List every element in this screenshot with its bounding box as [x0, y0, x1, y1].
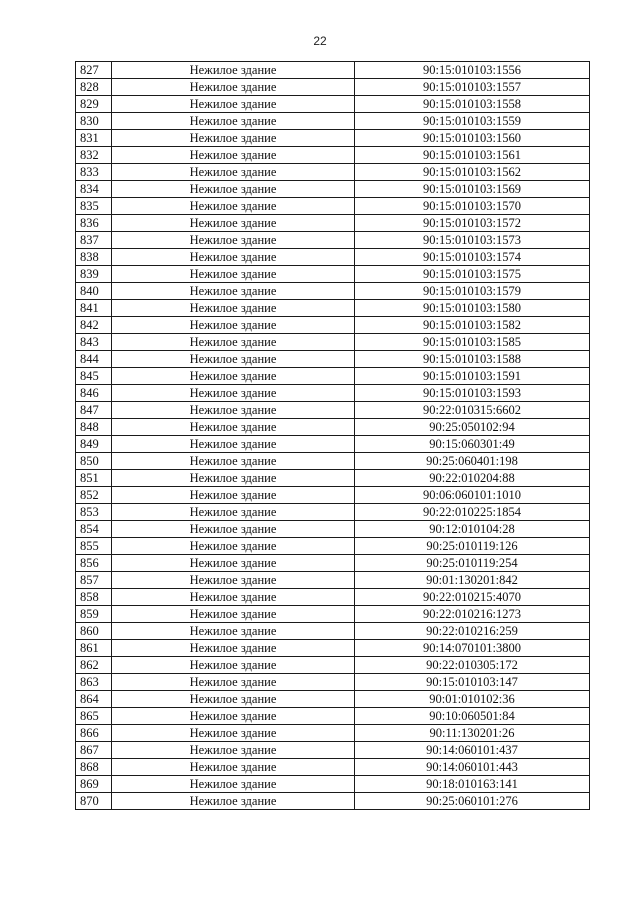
- table-row: [76, 351, 590, 368]
- row-number-cell: 869: [76, 776, 112, 793]
- cadastral-number-cell: 90:11:130201:26: [355, 725, 590, 742]
- object-type-cell: Нежилое здание: [112, 300, 355, 317]
- cadastral-number-cell: 90:14:060101:443: [355, 759, 590, 776]
- object-type-cell: Нежилое здание: [112, 368, 355, 385]
- table-row: [76, 402, 590, 419]
- table-row: [76, 232, 590, 249]
- object-type-cell: Нежилое здание: [112, 708, 355, 725]
- cadastral-number-cell: 90:25:060401:198: [355, 453, 590, 470]
- cadastral-number-cell: 90:22:010216:1273: [355, 606, 590, 623]
- object-type-cell: Нежилое здание: [112, 164, 355, 181]
- cadastral-number-cell: 90:15:010103:1562: [355, 164, 590, 181]
- object-type-cell: Нежилое здание: [112, 521, 355, 538]
- object-type-cell: Нежилое здание: [112, 181, 355, 198]
- table-row: [76, 300, 590, 317]
- row-number-cell: 861: [76, 640, 112, 657]
- row-number-cell: 847: [76, 402, 112, 419]
- object-type-cell: Нежилое здание: [112, 419, 355, 436]
- row-number-cell: 830: [76, 113, 112, 130]
- row-number-cell: 855: [76, 538, 112, 555]
- row-number-cell: 853: [76, 504, 112, 521]
- cadastral-number-cell: 90:15:010103:147: [355, 674, 590, 691]
- object-type-cell: Нежилое здание: [112, 266, 355, 283]
- table-row: [76, 640, 590, 657]
- table-row: [76, 487, 590, 504]
- page-number: 22: [313, 34, 327, 48]
- table-row: [76, 62, 590, 79]
- row-number-cell: 870: [76, 793, 112, 810]
- table-row: [76, 572, 590, 589]
- row-number-cell: 857: [76, 572, 112, 589]
- cadastral-number-cell: 90:15:010103:1569: [355, 181, 590, 198]
- table-row: [76, 606, 590, 623]
- cadastral-number-cell: 90:15:010103:1570: [355, 198, 590, 215]
- object-type-cell: Нежилое здание: [112, 402, 355, 419]
- row-number-cell: 842: [76, 317, 112, 334]
- cadastral-number-cell: 90:14:070101:3800: [355, 640, 590, 657]
- cadastral-number-cell: 90:15:010103:1572: [355, 215, 590, 232]
- row-number-cell: 840: [76, 283, 112, 300]
- row-number-cell: 827: [76, 62, 112, 79]
- table-row: [76, 436, 590, 453]
- object-type-cell: Нежилое здание: [112, 572, 355, 589]
- table-row: [76, 504, 590, 521]
- cadastral-number-cell: 90:15:010103:1580: [355, 300, 590, 317]
- cadastral-number-cell: 90:15:010103:1582: [355, 317, 590, 334]
- row-number-cell: 831: [76, 130, 112, 147]
- table-row: [76, 113, 590, 130]
- row-number-cell: 864: [76, 691, 112, 708]
- object-type-cell: Нежилое здание: [112, 725, 355, 742]
- table-row: [76, 674, 590, 691]
- object-type-cell: Нежилое здание: [112, 657, 355, 674]
- row-number-cell: 846: [76, 385, 112, 402]
- cadastral-number-cell: 90:15:010103:1574: [355, 249, 590, 266]
- table-row: [76, 317, 590, 334]
- object-type-cell: Нежилое здание: [112, 793, 355, 810]
- cadastral-number-cell: 90:01:130201:842: [355, 572, 590, 589]
- cadastral-number-cell: 90:10:060501:84: [355, 708, 590, 725]
- cadastral-number-cell: 90:25:050102:94: [355, 419, 590, 436]
- row-number-cell: 863: [76, 674, 112, 691]
- row-number-cell: 844: [76, 351, 112, 368]
- row-number-cell: 841: [76, 300, 112, 317]
- object-type-cell: Нежилое здание: [112, 776, 355, 793]
- object-type-cell: Нежилое здание: [112, 385, 355, 402]
- cadastral-number-cell: 90:15:010103:1560: [355, 130, 590, 147]
- table-row: [76, 79, 590, 96]
- object-type-cell: Нежилое здание: [112, 470, 355, 487]
- table-row: [76, 147, 590, 164]
- cadastral-number-cell: 90:22:010204:88: [355, 470, 590, 487]
- row-number-cell: 834: [76, 181, 112, 198]
- cadastral-number-cell: 90:15:010103:1556: [355, 62, 590, 79]
- cadastral-number-cell: 90:15:010103:1579: [355, 283, 590, 300]
- object-type-cell: Нежилое здание: [112, 436, 355, 453]
- object-type-cell: Нежилое здание: [112, 283, 355, 300]
- table-row: [76, 385, 590, 402]
- row-number-cell: 837: [76, 232, 112, 249]
- table-row: [76, 368, 590, 385]
- object-type-cell: Нежилое здание: [112, 640, 355, 657]
- cadastral-number-cell: 90:15:010103:1557: [355, 79, 590, 96]
- object-type-cell: Нежилое здание: [112, 589, 355, 606]
- table-row: [76, 776, 590, 793]
- table-row: [76, 521, 590, 538]
- table-row: [76, 453, 590, 470]
- row-number-cell: 828: [76, 79, 112, 96]
- object-type-cell: Нежилое здание: [112, 606, 355, 623]
- table-row: [76, 759, 590, 776]
- cadastral-number-cell: 90:15:060301:49: [355, 436, 590, 453]
- table-row: [76, 742, 590, 759]
- object-type-cell: Нежилое здание: [112, 334, 355, 351]
- cadastral-number-cell: 90:22:010216:259: [355, 623, 590, 640]
- object-type-cell: Нежилое здание: [112, 96, 355, 113]
- cadastral-number-cell: 90:15:010103:1573: [355, 232, 590, 249]
- table-row: [76, 181, 590, 198]
- cadastral-number-cell: 90:22:010225:1854: [355, 504, 590, 521]
- cadastral-number-cell: 90:25:010119:254: [355, 555, 590, 572]
- row-number-cell: 843: [76, 334, 112, 351]
- cadastral-number-cell: 90:15:010103:1575: [355, 266, 590, 283]
- table-row: [76, 538, 590, 555]
- table-row: [76, 283, 590, 300]
- row-number-cell: 851: [76, 470, 112, 487]
- row-number-cell: 858: [76, 589, 112, 606]
- row-number-cell: 835: [76, 198, 112, 215]
- row-number-cell: 839: [76, 266, 112, 283]
- row-number-cell: 867: [76, 742, 112, 759]
- object-type-cell: Нежилое здание: [112, 351, 355, 368]
- table-row: [76, 198, 590, 215]
- row-number-cell: 856: [76, 555, 112, 572]
- cadastral-number-cell: 90:25:010119:126: [355, 538, 590, 555]
- object-type-cell: Нежилое здание: [112, 674, 355, 691]
- object-type-cell: Нежилое здание: [112, 62, 355, 79]
- row-number-cell: 854: [76, 521, 112, 538]
- cadastral-number-cell: 90:25:060101:276: [355, 793, 590, 810]
- row-number-cell: 849: [76, 436, 112, 453]
- cadastral-number-cell: 90:22:010215:4070: [355, 589, 590, 606]
- object-type-cell: Нежилое здание: [112, 249, 355, 266]
- table-row: [76, 793, 590, 810]
- cadastral-number-cell: 90:22:010305:172: [355, 657, 590, 674]
- object-type-cell: Нежилое здание: [112, 215, 355, 232]
- table-row: [76, 215, 590, 232]
- cadastral-number-cell: 90:22:010315:6602: [355, 402, 590, 419]
- object-type-cell: Нежилое здание: [112, 147, 355, 164]
- property-table: [75, 61, 590, 810]
- row-number-cell: 868: [76, 759, 112, 776]
- table-row: [76, 470, 590, 487]
- object-type-cell: Нежилое здание: [112, 453, 355, 470]
- object-type-cell: Нежилое здание: [112, 691, 355, 708]
- row-number-cell: 833: [76, 164, 112, 181]
- table-row: [76, 589, 590, 606]
- table-row: [76, 249, 590, 266]
- table-row: [76, 266, 590, 283]
- object-type-cell: Нежилое здание: [112, 504, 355, 521]
- row-number-cell: 832: [76, 147, 112, 164]
- object-type-cell: Нежилое здание: [112, 113, 355, 130]
- cadastral-number-cell: 90:06:060101:1010: [355, 487, 590, 504]
- cadastral-number-cell: 90:12:010104:28: [355, 521, 590, 538]
- object-type-cell: Нежилое здание: [112, 759, 355, 776]
- object-type-cell: Нежилое здание: [112, 487, 355, 504]
- row-number-cell: 845: [76, 368, 112, 385]
- object-type-cell: Нежилое здание: [112, 538, 355, 555]
- row-number-cell: 865: [76, 708, 112, 725]
- cadastral-number-cell: 90:15:010103:1561: [355, 147, 590, 164]
- object-type-cell: Нежилое здание: [112, 130, 355, 147]
- table-row: [76, 334, 590, 351]
- property-table-body: [76, 62, 590, 810]
- object-type-cell: Нежилое здание: [112, 623, 355, 640]
- table-row: [76, 130, 590, 147]
- row-number-cell: 862: [76, 657, 112, 674]
- cadastral-number-cell: 90:15:010103:1585: [355, 334, 590, 351]
- table-row: [76, 555, 590, 572]
- row-number-cell: 852: [76, 487, 112, 504]
- cadastral-number-cell: 90:14:060101:437: [355, 742, 590, 759]
- table-row: [76, 725, 590, 742]
- table-row: [76, 657, 590, 674]
- object-type-cell: Нежилое здание: [112, 232, 355, 249]
- cadastral-number-cell: 90:15:010103:1559: [355, 113, 590, 130]
- object-type-cell: Нежилое здание: [112, 79, 355, 96]
- row-number-cell: 848: [76, 419, 112, 436]
- object-type-cell: Нежилое здание: [112, 198, 355, 215]
- row-number-cell: 829: [76, 96, 112, 113]
- cadastral-number-cell: 90:15:010103:1588: [355, 351, 590, 368]
- object-type-cell: Нежилое здание: [112, 317, 355, 334]
- table-row: [76, 164, 590, 181]
- row-number-cell: 836: [76, 215, 112, 232]
- object-type-cell: Нежилое здание: [112, 742, 355, 759]
- cadastral-number-cell: 90:01:010102:36: [355, 691, 590, 708]
- table-row: [76, 96, 590, 113]
- cadastral-number-cell: 90:15:010103:1558: [355, 96, 590, 113]
- table-row: [76, 691, 590, 708]
- table-row: [76, 419, 590, 436]
- row-number-cell: 866: [76, 725, 112, 742]
- row-number-cell: 860: [76, 623, 112, 640]
- table-row: [76, 623, 590, 640]
- row-number-cell: 850: [76, 453, 112, 470]
- object-type-cell: Нежилое здание: [112, 555, 355, 572]
- row-number-cell: 838: [76, 249, 112, 266]
- cadastral-number-cell: 90:15:010103:1591: [355, 368, 590, 385]
- row-number-cell: 859: [76, 606, 112, 623]
- cadastral-number-cell: 90:18:010163:141: [355, 776, 590, 793]
- table-row: [76, 708, 590, 725]
- cadastral-number-cell: 90:15:010103:1593: [355, 385, 590, 402]
